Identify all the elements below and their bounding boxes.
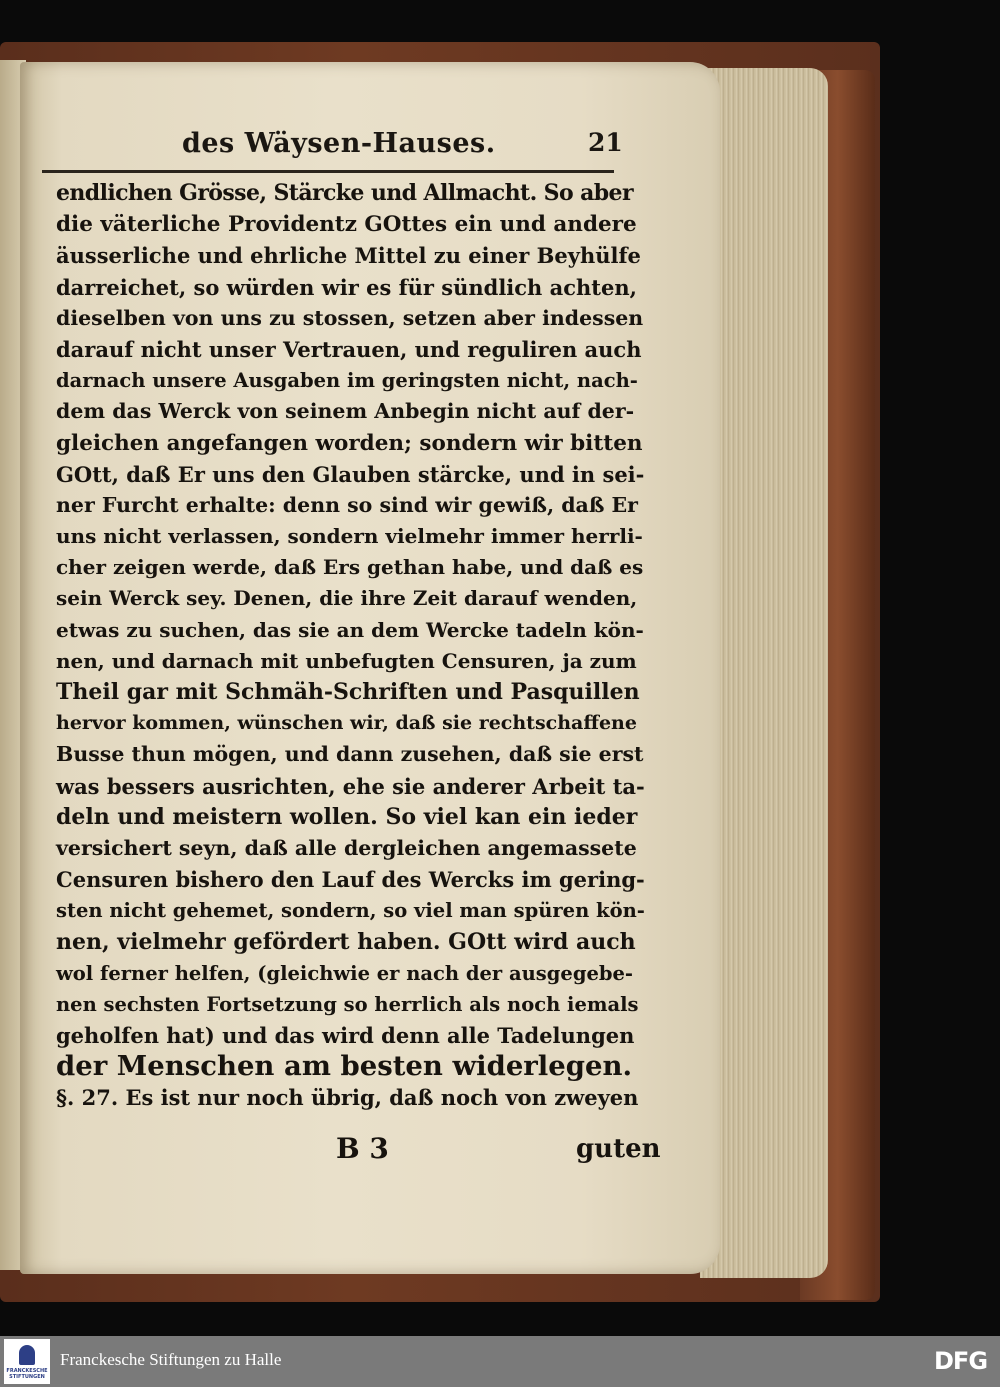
- text-line: nen, und darnach mit unbefugten Censuren, ja zum: [56, 648, 637, 673]
- text-line: versichert seyn, daß alle dergleichen angemassete: [56, 835, 637, 860]
- page-number: 21: [588, 128, 623, 157]
- text-line: die väterliche Providentz GOttes ein und andere: [56, 212, 637, 238]
- dfg-logo[interactable]: DFG: [934, 1347, 988, 1375]
- text-line: deln und meistern wollen. So viel kan ein ieder: [56, 803, 638, 830]
- institution-logo-icon[interactable]: [4, 1339, 50, 1384]
- text-line: GOtt, daß Er uns den Glauben stärcke, und in sei-: [56, 461, 645, 487]
- page-header: [40, 128, 623, 162]
- text-line: dem das Werck von seinem Anbegin nicht auf der-: [56, 399, 635, 424]
- text-line: nen sechsten Fortsetzung so herrlich als noch iemals: [56, 992, 639, 1016]
- text-line: cher zeigen werde, daß Ers gethan habe, und daß es: [56, 555, 644, 580]
- text-line: der Menschen am besten widerlegen.: [56, 1050, 633, 1083]
- text-line: geholfen hat) und das wird denn alle Tadelungen: [56, 1023, 635, 1049]
- catchword: guten: [576, 1134, 661, 1164]
- text-line: dieselben von uns zu stossen, setzen aber indessen: [56, 305, 644, 330]
- text-line: sein Werck sey. Denen, die ihre Zeit darauf wenden,: [56, 586, 638, 611]
- running-title: des Wäysen-Hauses.: [182, 128, 496, 159]
- text-line: was bessers ausrichten, ehe sie anderer Arbeit ta-: [56, 773, 645, 799]
- header-rule: [42, 170, 614, 173]
- text-line: darreichet, so würden wir es für sündlich achten,: [56, 274, 637, 300]
- text-line: darauf nicht unser Vertrauen, und reguliren auch: [56, 336, 642, 362]
- text-line: uns nicht verlassen, sondern vielmehr immer herrli-: [56, 524, 643, 549]
- text-line: etwas zu suchen, das sie an dem Wercke tadeln kön-: [56, 617, 644, 642]
- body-text: [56, 178, 646, 1114]
- text-line: hervor kommen, wünschen wir, daß sie rechtschaffene: [56, 712, 637, 735]
- text-line: Theil gar mit Schmäh-Schriften und Pasquillen: [56, 679, 640, 705]
- text-line: endlichen Grösse, Stärcke und Allmacht. So aber: [56, 180, 633, 206]
- text-line: Censuren bishero den Lauf des Wercks im gering-: [56, 867, 645, 893]
- text-line: §. 27. Es ist nur noch übrig, daß noch von zweyen: [56, 1085, 639, 1111]
- logo-emblem-icon: [19, 1345, 35, 1365]
- text-line: darnach unsere Ausgaben im geringsten nicht, nach-: [56, 369, 638, 393]
- text-line: ner Furcht erhalte: denn so sind wir gewiß, daß Er: [56, 492, 638, 517]
- viewer-footer: [0, 1336, 1000, 1387]
- institution-name: Franckesche Stiftungen zu Halle: [60, 1350, 282, 1369]
- text-line: nen, vielmehr gefördert haben. GOtt wird auch: [56, 928, 636, 955]
- text-line: Busse thun mögen, und dann zusehen, daß sie erst: [56, 742, 644, 767]
- text-line: wol ferner helfen, (gleichwie er nach der ausgegebe-: [56, 961, 634, 985]
- text-line: gleichen angefangen worden; sondern wir bitten: [56, 430, 643, 456]
- logo-text: FRANCKESCHE STIFTUNGEN: [6, 1368, 48, 1380]
- text-line: äusserliche und ehrliche Mittel zu einer Beyhülfe: [56, 243, 641, 269]
- signature-mark: B 3: [336, 1132, 389, 1165]
- text-line: sten nicht gehemet, sondern, so viel man spüren kön-: [56, 899, 645, 923]
